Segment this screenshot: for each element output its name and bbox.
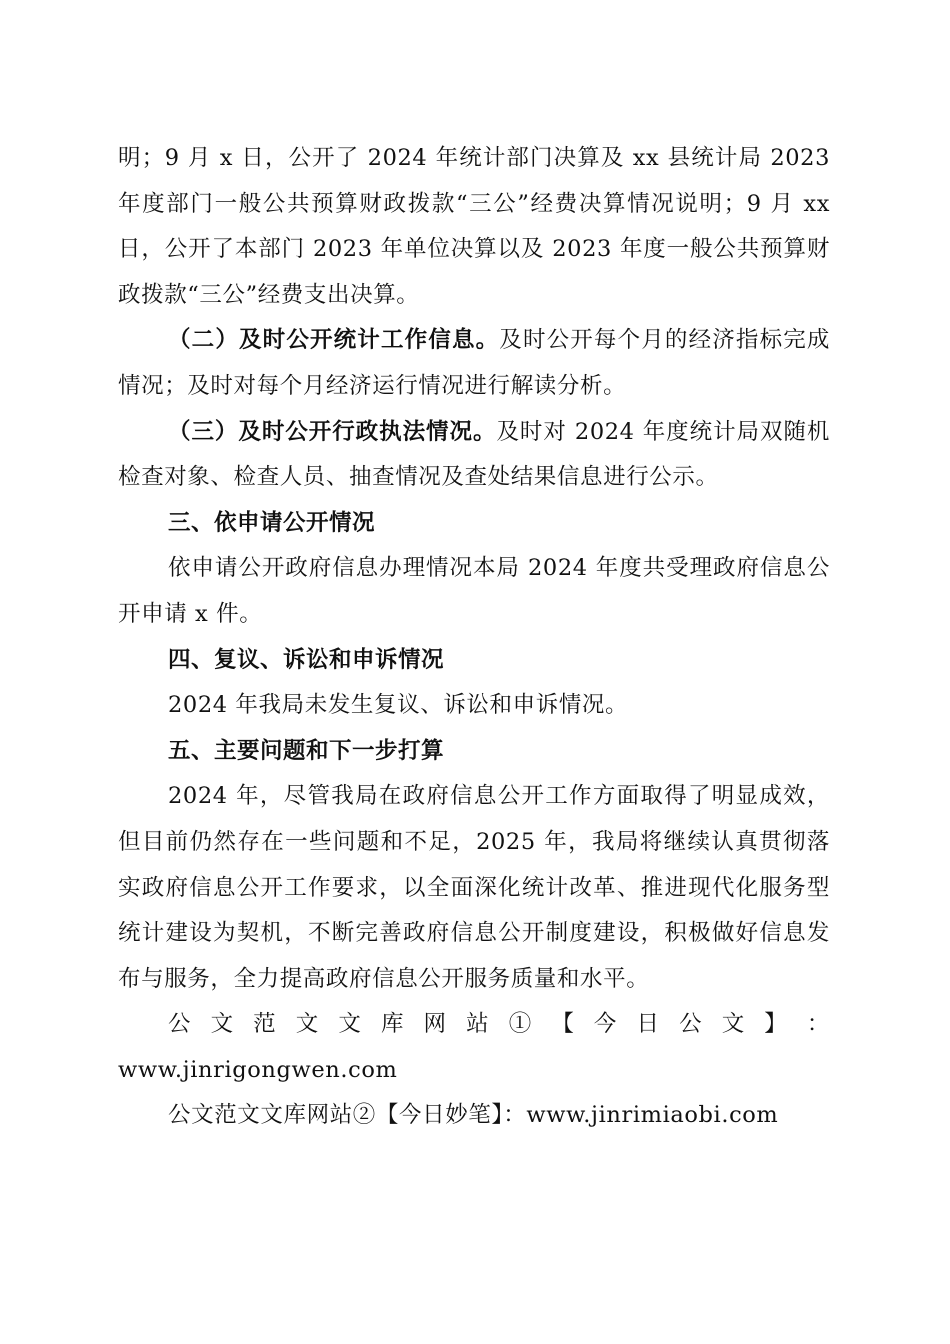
intro-paragraph: 明；9 月 x 日，公开了 2024 年统计部门决算及 xx 县统计局 2023 年度部门一般公共预算财政拨款“三公”经费决算情况说明；9 月 xx 日，公开了本部门 2023 年单位决算以及 2023 年度一般公共预算财政拨款“三公”经费支出决算。: [118, 145, 830, 308]
item-2-paragraph: [118, 318, 830, 409]
footer-site-2-line: [118, 1093, 830, 1139]
item-2-body: 及时公开每个月的经济指标完成情况；及时对每个月经济运行情况进行解读分析。: [118, 327, 830, 399]
footer-site-1-label: 公 文 范 文 文 库 网 站 ① 【 今 日 公 文 】 ：: [168, 1011, 830, 1038]
item-3-body: 及时对 2024 年度统计局双随机检查对象、检查人员、抽查情况及查处结果信息进行公示。: [118, 418, 831, 491]
item-2-heading: （二）及时公开统计工作信息。: [168, 327, 500, 354]
section-3-heading: 三、依申请公开情况: [168, 509, 376, 536]
section-5-body: 2024 年，尽管我局在政府信息公开工作方面取得了明显成效，但目前仍然存在一些问题和不足，2025 年，我局将继续认真贯彻落实政府信息公开工作要求，以全面深化统计改革、推进现代化服务型统计建设为契机，不断完善政府信息公开制度建设，积极做好信息发布与服务，全力提高政府信息公开服务质量和水平。: [118, 783, 830, 992]
footer-site-1-url[interactable]: www.jinrigongwen.com: [118, 1056, 398, 1083]
item-3-heading: （三）及时公开行政执法情况。: [168, 418, 497, 445]
section-4-heading: 四、复议、诉讼和申诉情况: [168, 646, 445, 673]
section-3-body: 依申请公开政府信息办理情况本局 2024 年度共受理政府信息公开申请 x 件。: [118, 555, 830, 627]
section-4-body: 2024 年我局未发生复议、诉讼和申诉情况。: [168, 692, 629, 719]
footer-site-2-label: 公文范文文库网站②【今日妙笔】：: [168, 1102, 527, 1129]
item-3-paragraph: [118, 410, 830, 501]
document-body: [118, 136, 830, 1139]
section-5-heading: 五、主要问题和下一步打算: [168, 737, 445, 764]
footer-site-2-url[interactable]: www.jinrimiaobi.com: [526, 1102, 779, 1129]
